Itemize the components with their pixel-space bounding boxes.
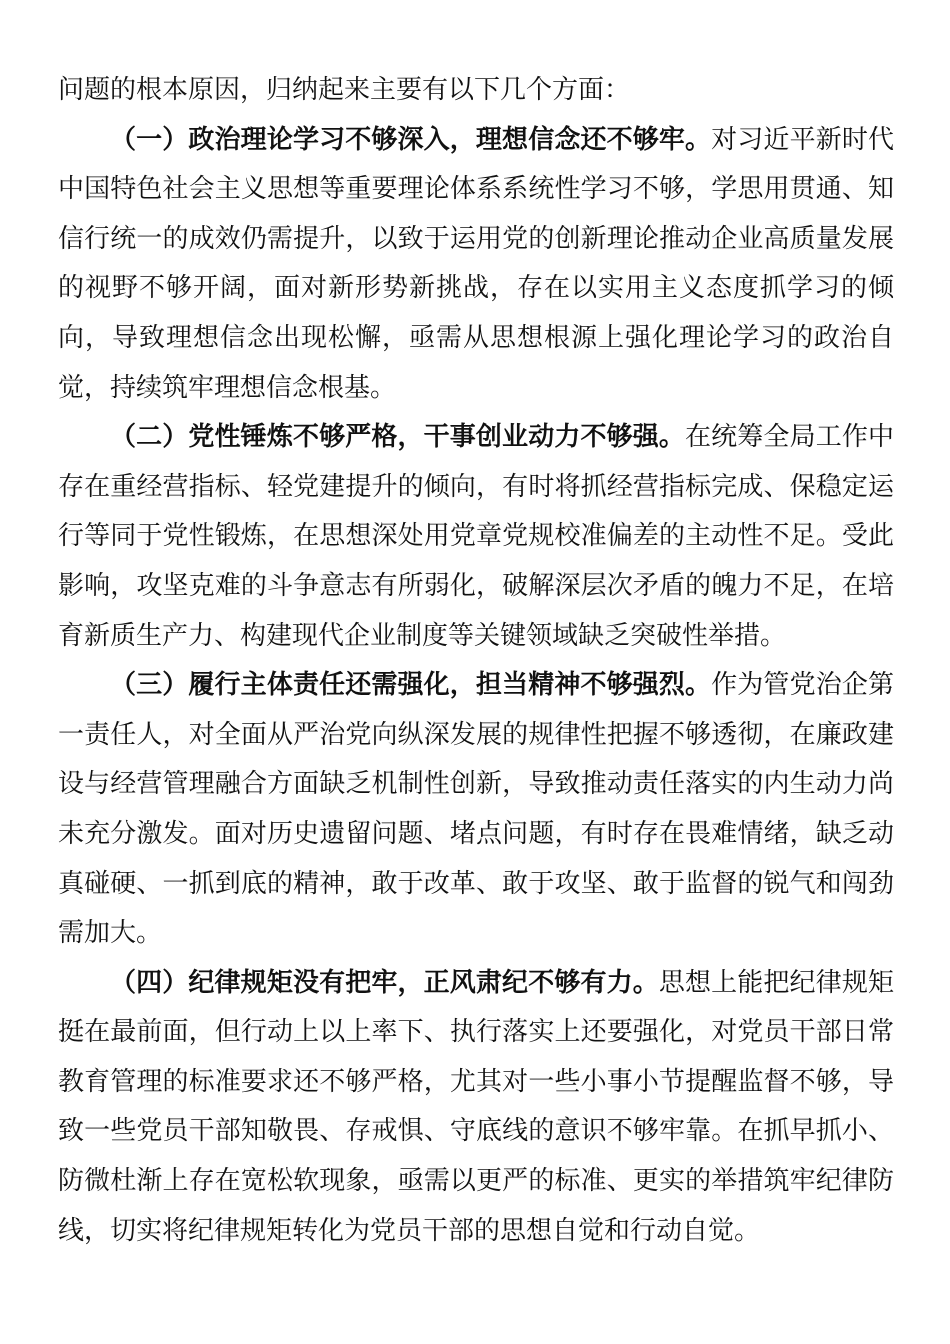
section-4-heading: （四）纪律规矩没有把牢，正风肃纪不够有力。 bbox=[110, 967, 659, 998]
section-1-body: 对习近平新时代中国特色社会主义思想等重要理论体系系统性学习不够，学思用贯通、知信行统一的成效仍需提升，以致于运用党的创新理论推动企业高质量发展的视野不够开阔，面对新形势新挑战，存在以实用主义态度抓学习的倾向，导致理想信念出现松懈，亟需从思想根源上强化理论学习的政治自觉，持续筑牢理想信念根基。 bbox=[58, 124, 894, 403]
section-2-paragraph bbox=[58, 413, 894, 661]
section-2-heading: （二）党性锤炼不够严格，干事创业动力不够强。 bbox=[110, 422, 686, 453]
section-3-heading: （三）履行主体责任还需强化，担当精神不够强烈。 bbox=[110, 670, 712, 701]
section-1-heading: （一）政治理论学习不够深入，理想信念还不够牢。 bbox=[110, 124, 712, 155]
document-page bbox=[58, 66, 894, 1256]
section-2-body: 在统筹全局工作中存在重经营指标、轻党建提升的倾向，有时将抓经营指标完成、保稳定运行等同于党性锻炼，在思想深处用党章党规校准偏差的主动性不足。受此影响，攻坚克难的斗争意志有所弱化，破解深层次矛盾的魄力不足，在培育新质生产力、构建现代企业制度等关键领域缺乏突破性举措。 bbox=[58, 422, 894, 651]
section-4-paragraph bbox=[58, 959, 894, 1257]
section-3-paragraph bbox=[58, 661, 894, 959]
section-4-body: 思想上能把纪律规矩挺在最前面，但行动上以上率下、执行落实上还要强化，对党员干部日常教育管理的标准要求还不够严格，尤其对一些小事小节提醒监督不够，导致一些党员干部知敬畏、存戒惧、守底线的意识不够牢靠。在抓早抓小、防微杜渐上存在宽松软现象，亟需以更严的标准、更实的举措筑牢纪律防线，切实将纪律规矩转化为党员干部的思想自觉和行动自觉。 bbox=[58, 967, 894, 1246]
intro-paragraph: 问题的根本原因，归纳起来主要有以下几个方面： bbox=[58, 75, 631, 105]
section-1-paragraph bbox=[58, 116, 894, 414]
section-3-body: 作为管党治企第一责任人，对全面从严治党向纵深发展的规律性把握不够透彻，在廉政建设与经营管理融合方面缺乏机制性创新，导致推动责任落实的内生动力尚未充分激发。面对历史遗留问题、堵点问题，有时存在畏难情绪，缺乏动真碰硬、一抓到底的精神，敢于改革、敢于攻坚、敢于监督的锐气和闯劲需加大。 bbox=[58, 670, 894, 949]
